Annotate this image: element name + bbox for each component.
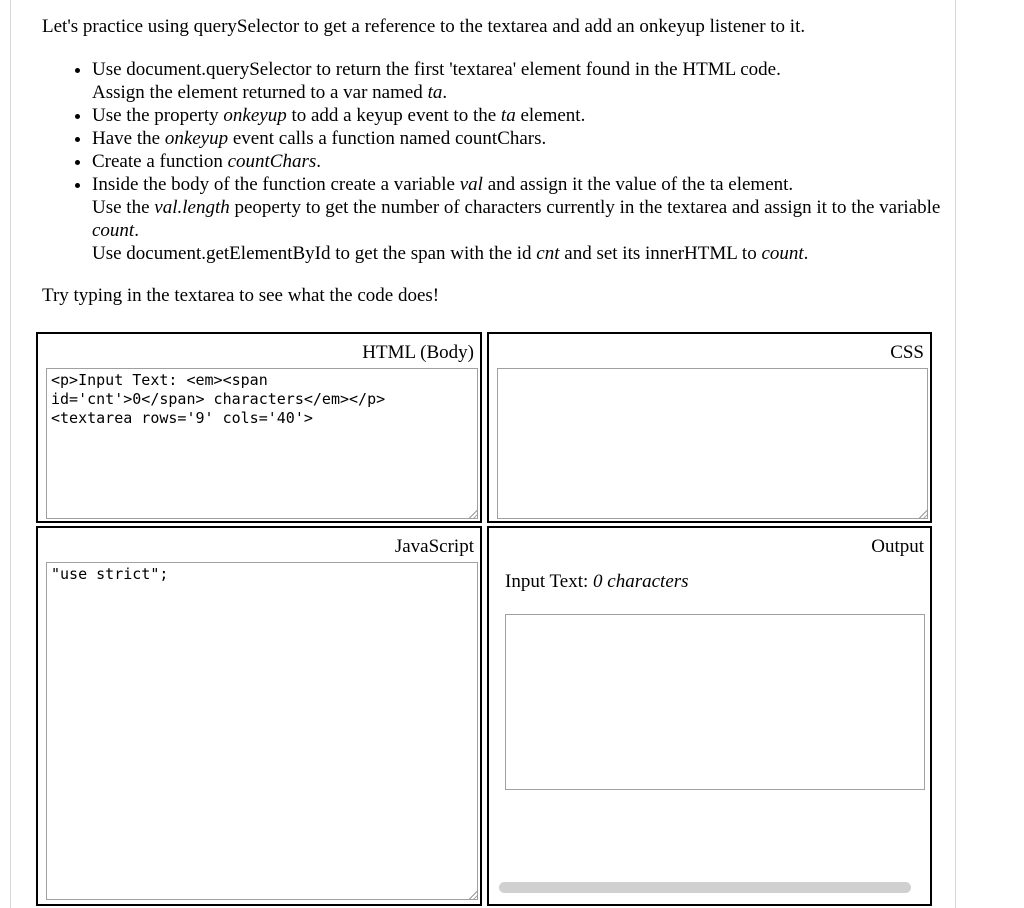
emphasis-text: ta xyxy=(500,105,516,126)
emphasis-text: onkeyup xyxy=(164,128,229,149)
resize-grip-icon[interactable] xyxy=(918,509,928,519)
instruction-item xyxy=(92,173,942,265)
instruction-text: Use the property xyxy=(92,105,224,126)
instruction-item xyxy=(92,127,942,150)
instruction-list xyxy=(42,58,942,265)
try-text: Try typing in the textarea to see what the code does! xyxy=(42,285,440,306)
javascript-code-editor[interactable]: "use strict"; xyxy=(46,562,478,900)
css-panel xyxy=(487,332,932,523)
instruction-text: event calls a function named countChars. xyxy=(228,128,547,149)
instruction-text: to add a keyup event to the xyxy=(286,105,501,126)
char-count: 0 xyxy=(593,571,603,592)
html-code-editor[interactable]: <p>Input Text: <em><span id='cnt'>0</span> characters</em></p> <textarea rows='9' cols='40'> xyxy=(46,368,478,519)
instruction-text: Have the xyxy=(92,128,165,149)
emphasis-text: count xyxy=(92,220,135,241)
resize-grip-icon[interactable] xyxy=(468,509,478,519)
emphasis-text: val xyxy=(459,174,483,195)
instruction-text: Use document.getElementById to get the span with the id xyxy=(92,243,537,264)
instruction-text: . xyxy=(134,220,139,241)
emphasis-text: onkeyup xyxy=(223,105,287,126)
emphasis-text: cnt xyxy=(536,243,560,264)
instruction-text: Use the xyxy=(92,197,155,218)
emphasis-text: ta xyxy=(427,82,443,103)
output-label-text: Input Text: xyxy=(505,571,594,592)
intro-text: Let's practice using querySelector to get a reference to the textarea and add an onkeyup listener to it. xyxy=(42,16,806,37)
html-panel-title: HTML (Body) xyxy=(362,342,474,363)
instruction-text: element. xyxy=(515,105,586,126)
instruction-text: peoperty to get the number of characters currently in the textarea and assign it to the variable xyxy=(229,197,941,218)
instruction-text: . xyxy=(442,82,448,103)
char-suffix: characters xyxy=(602,571,689,592)
emphasis-text: countChars xyxy=(227,151,317,172)
instruction-item xyxy=(92,104,942,127)
emphasis-text: val.length xyxy=(154,197,230,218)
html-panel xyxy=(36,332,482,523)
output-textarea[interactable] xyxy=(505,614,925,790)
instruction-text: and set its innerHTML to xyxy=(559,243,762,264)
instruction-text: Create a function xyxy=(92,151,228,172)
instruction-text: . xyxy=(316,151,322,172)
instruction-item xyxy=(92,58,942,104)
emphasis-text: count xyxy=(761,243,804,264)
horizontal-scrollbar[interactable] xyxy=(499,882,911,893)
output-count-text xyxy=(593,571,689,592)
instruction-item xyxy=(92,150,942,173)
instruction-text: Assign the element returned to a var named xyxy=(92,82,428,103)
output-panel xyxy=(487,526,932,906)
css-panel-title: CSS xyxy=(890,342,924,363)
instruction-text: and assign it the value of the ta element. xyxy=(482,174,794,195)
instruction-text: Inside the body of the function create a variable xyxy=(92,174,460,195)
javascript-panel xyxy=(36,526,482,906)
output-panel-title: Output xyxy=(871,536,924,557)
css-code-editor[interactable] xyxy=(497,368,928,519)
instruction-text: . xyxy=(803,243,809,264)
output-input-label xyxy=(505,570,689,593)
resize-grip-icon[interactable] xyxy=(468,890,478,900)
instruction-text: Use document.querySelector to return the first 'textarea' element found in the HTML code. xyxy=(92,59,781,80)
javascript-panel-title: JavaScript xyxy=(394,536,474,557)
